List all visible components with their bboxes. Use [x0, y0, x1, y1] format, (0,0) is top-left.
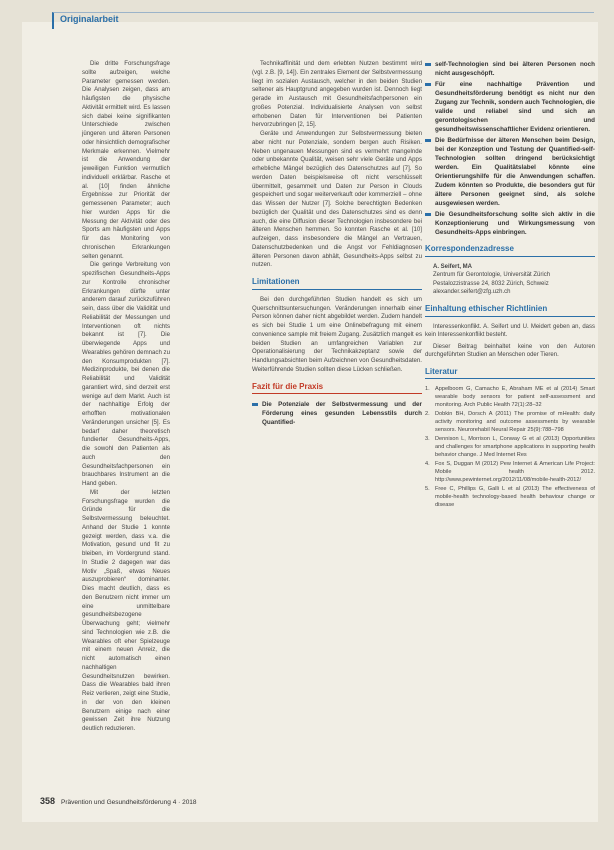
fazit-list-continued — [425, 60, 595, 237]
fazit-bullet: Die Potenziale der Selbstvermessung und der Förderung eines gesunden Lebensstils durch Quantified- — [252, 400, 422, 427]
fazit-list — [252, 400, 422, 427]
header-rule — [52, 12, 594, 29]
literature-item: 5. Free C, Phillips G, Galli L et al (2013) The effectiveness of mobile-health technology-based health behaviour change or disease — [425, 486, 595, 509]
correspondence-heading: Korrespondenzadresse — [425, 245, 595, 257]
fazit-heading: Fazit für die Praxis — [252, 383, 422, 395]
literature-list — [425, 385, 595, 509]
correspondence-email: alexander.seifert@zfg.uzh.ch — [433, 289, 511, 296]
literature-item: 3. Dennison L, Morrison L, Conway G et al (2013) Opportunities and challenges for smartphone applications in supporting health behavior change. J Med Internet Res — [425, 436, 595, 459]
paragraph: Geräte und Anwendungen zur Selbstvermessung bieten aber nicht nur Potenziale, sondern bergen auch Risiken. Neben ungenauen Messungen sind es vermehrt mangelnde oder unbekannte Qualität, weisen sehr viele Geräte und Apps erhebliche Mängel bezüglich des Datenschutzes auf [7]. So werden Daten beispielsweise oft nicht verschlüsselt übermittelt, gesammelt und Daten zur Person in Clouds gespeichert und sogar weiterverkauft oder kommerziell – ohne das Wissen der Nutzer [7]. Solche berechtigten Bedenken bezüglich der Qualität und des Datenschutzes sind es denn auch, die eine Diffusion dieser Technologien insbesondere bei älteren Menschen hemmen. So konnten Rasche et al. [10] aufzeigen, dass insbesondere die Mängel an Vertrauen, Datenschutzbedenken und die Angst vor Fehldiagnosen älteren Personen davon abhält, Gesundheits-Apps selbst zu nutzen. — [252, 130, 422, 269]
section-label: Originalarbeit — [60, 14, 119, 24]
journal-name: Prävention und Gesundheitsförderung 4 · 2018 — [61, 799, 197, 806]
limitations-text: Bei den durchgeführten Studien handelt es sich um Querschnittsuntersuchungen. Veränderungen innerhalb einer Person können daher nicht abgebildet werden. Zudem handelt es sich bei Studie 1 um eine Onlinebefragung mit einem convenience sample mit freiem Zugang. Zusätzlich mangelt es beiden Studien an umfangreichen Variablen zur Operationalisierung der Technikakzeptanz sowie der Handlungsabsichten beim Aufzeichnen von Gesundheitsdaten. Weiterführende Studien sollten diese Lücken schließen. — [252, 295, 422, 373]
literature-item: 1. Appelboom G, Camacho E, Abraham ME et al (2014) Smart wearable body sensors for patient self-assessment and monitoring. Arch Public Health 72(1):28–32 — [425, 386, 595, 409]
fazit-bullet: Für eine nachhaltige Prävention und Gesundheitsförderung benötigt es nicht nur den Zugang zur Technik, sondern auch Technologien, die valide und reliabel sind und sich an gerontologischen und gesundheitswissenschaftlicher Evidenz orientieren. — [425, 80, 595, 134]
paragraph: Die geringe Verbreitung von spezifischen Gesundheits-Apps zur Kontrolle chronischer Erkrankungen dürfte unter anderem darauf zurückzuführen sein, dass über die Validität und Reliabilität der Messungen und Interventionen oft nichts bekannt ist [7]. Die überwiegende Apps und Wearables gehören demnach zu den Konsumprodukten [7]. Medizinprodukte, bei denen die Reliabilität und Validität garantiert wird, sind derzeit erst wenige auf dem Markt. Auch ist der nachhaltige Erfolg der erhofften motivationalen Veränderungen unsicher [5]. Es bedarf daher theoretisch fundierter Gesundheits-Apps, die sowohl den Patienten als auch den Gesundheitsfachpersonen ein brauchbares Instrument an die Hand geben. — [82, 261, 170, 487]
literature-item: 2. Dobkin BH, Dorsch A (2011) The promise of mHealth: daily activity monitoring and outcome assessments by wearable sensors. Neurorehabil Neural Repair 25(9):788–798 — [425, 411, 595, 434]
literature-heading: Literatur — [425, 368, 595, 380]
paragraph: Technikaffinität und dem erlebten Nutzen bestimmt wird (vgl. z.B. [9, 14]). Ein zentrales Element der Selbstvermessung liegt im sozialen Austausch, welcher in den beiden Studien seltener als Hauptgrund angegeben wurden ist. Dennoch liegt gerade im Austausch mit Gesundheitsfachpersonen ein großes Potenzial. Individualisierte Analysen von selbst erhobenen Daten für Interventionen bei Patienten hervorzubringen [2, 15]. — [252, 60, 422, 129]
ethics-line: Interessenkonflikt. A. Seifert und U. Meidert geben an, dass kein Interessenkonflikt besteht. — [425, 323, 595, 338]
column-3 — [425, 60, 595, 510]
fazit-bullet: Die Gesundheitsforschung sollte sich aktiv in die Konzeptionierung und Wirkungsmessung von Gesundheits-Apps einbringen. — [425, 210, 595, 237]
fazit-bullet: self-Technologien sind bei älteren Personen noch nicht ausgeschöpft. — [425, 60, 595, 78]
correspondence-line: Zentrum für Gerontologie, Universität Zürich — [433, 272, 551, 279]
correspondence-name: A. Seifert, MA — [433, 263, 473, 270]
correspondence-line: Pestalozzistrasse 24, 8032 Zürich, Schweiz — [433, 280, 549, 287]
literature-item: 4. Fox S, Duggan M (2012) Pew Internet & American Life Project: Mobile health 2012. http://www.pewinternet.org/2012/11/08/mobile-health-2012/ — [425, 461, 595, 484]
page-footer — [40, 796, 197, 806]
column-1 — [82, 60, 170, 734]
page-number: 358 — [40, 796, 56, 806]
fazit-bullet: Die Bedürfnisse der älteren Menschen beim Design, bei der Konzeption und Testung der Quantified-self-Technologien sollten dringend berücksichtigt werden. Ein Qualitätslabel könnte eine Orientierungshilfe für die Anwendungen schaffen. Zudem könnten so Produkte, die besonders gut für ältere Personen geeignet sind, als solche ausgewiesen werden. — [425, 136, 595, 208]
paragraph: Die dritte Forschungsfrage sollte aufzeigen, welche Parameter gemessen werden. Die Analysen zeigen, dass am häufigsten die physische Aktivität ermittelt wird. Es lassen sich dabei keine signifikanten Unterschiede zwischen jüngeren und älteren Personen oder hinsichtlich demografischer Merkmale erkennen. Vielmehr ist die Anwendung der jeweiligen Funktion vermutlich individuell erklärbar. Rasche et al. [10] finden ähnliche Ergebnisse zur Priorität der gemessenen Parameter; auch hier wurden Apps für die Messung der Aktivität oder des Sports am häufigsten und Apps für das Monitoring von chronischen Erkrankungen selten genannt. — [82, 60, 170, 260]
ethics-line: Dieser Beitrag beinhaltet keine von den Autoren durchgeführten Studien an Menschen oder Tieren. — [425, 343, 595, 358]
limitations-heading: Limitationen — [252, 278, 422, 290]
ethics-heading: Einhaltung ethischer Richtlinien — [425, 305, 595, 317]
paragraph: Mit der letzten Forschungsfrage wurden die Gründe für die Selbstvermessung beleuchtet. Anhand der Studie 1 konnte gezeigt werden, dass v.a. die Motivation, gesund und fit zu bleiben, im Vordergrund stand. In Studie 2 dagegen war das Motiv „Spaß, etwas Neues auszuprobieren“ dominanter. Dies macht deutlich, dass es den Benutzern nicht immer um eine unmittelbare gesundheitsbezogene Überwachung geht; vielmehr sind Technologien wie z.B. die Wearables oft eher Spielzeuge mit einem neuen Anreiz, die nicht automatisch einen nachhaltigen Gesundheitsnutzen bewirken. Dass die Wearables bald ihren Reiz verlieren, zeigt eine Studie, in der von den kleinen Benutzern einige nach einer gewissen Zeit ihre Nutzung deutlich reduzieren. — [82, 488, 170, 732]
column-2 — [252, 60, 422, 429]
